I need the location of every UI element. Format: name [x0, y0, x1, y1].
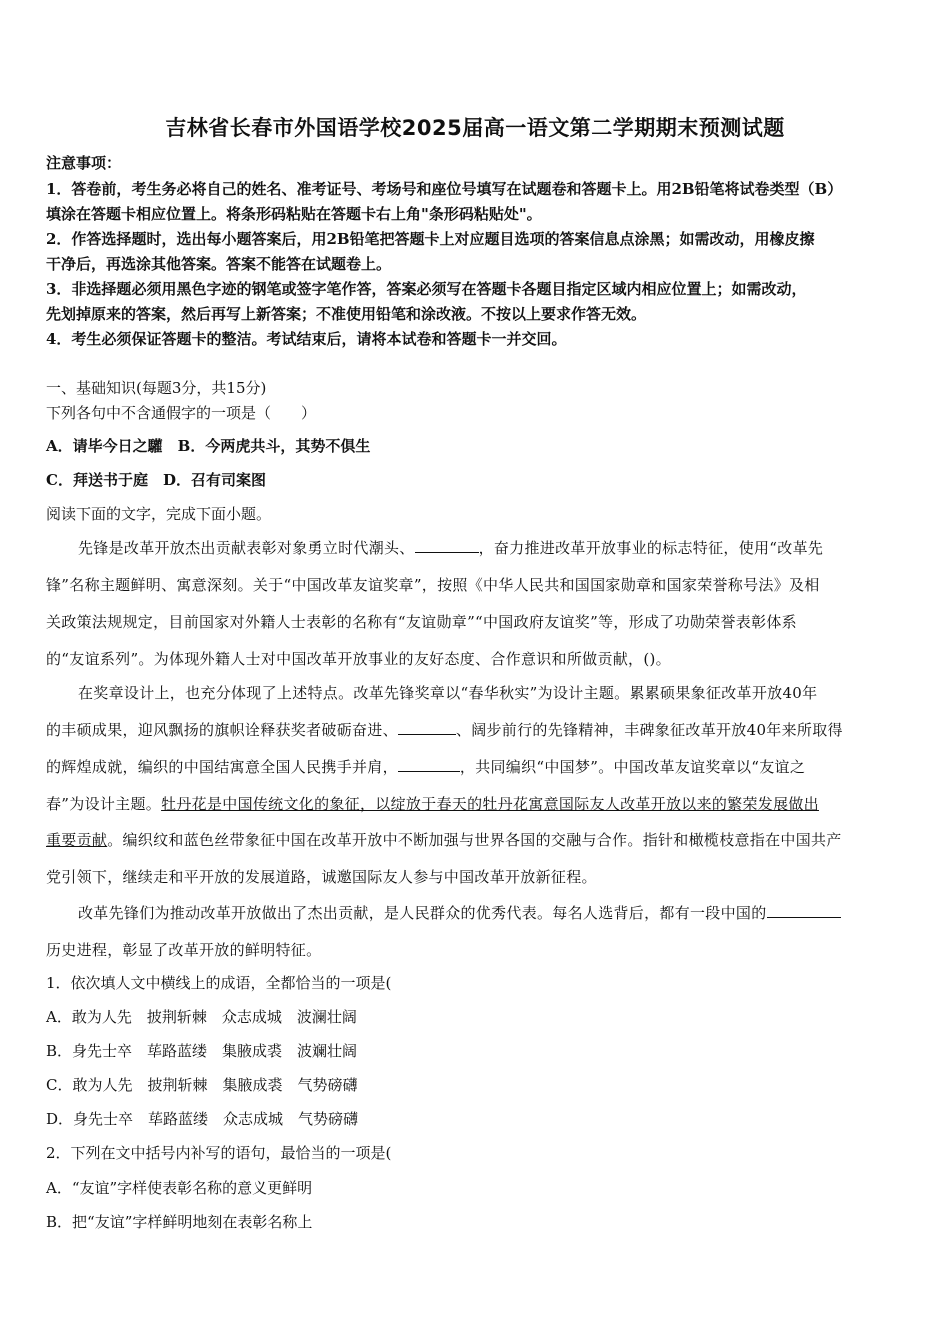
passage-text: 先锋是改革开放杰出贡献表彰对象勇立时代潮头、: [78, 539, 415, 557]
option-item: A．敢为人先 披荆斩棘 众志成城 波澜壮阔: [46, 1008, 357, 1026]
notice-line: 干净后，再选涂其他答案。答案不能答在试题卷上。: [46, 255, 392, 273]
underlined-sentence: 牡丹花是中国传统文化的象征，以绽放于春天的牡丹花寓意国际友人改革开放以来的繁荣发展做出: [161, 795, 819, 813]
passage-line: [78, 902, 910, 923]
passage-text: 。编织纹和蓝色丝带象征中国在改革开放中不断加强与世界各国的交融与合作。指针和橄榄枝意指在中国共产: [107, 831, 842, 849]
notice-line: 先划掉原来的答案，然后再写上新答案；不准使用铅笔和涂改液。不按以上要求作答无效。: [46, 305, 647, 323]
fill-blank: [398, 720, 456, 735]
passage-text: 的辉煌成就，编织的中国结寓意全国人民携手并肩，: [46, 758, 398, 776]
passage-line: [46, 793, 910, 814]
passage-line: 党引领下，继续走和平开放的发展道路，诚邀国际友人参与中国改革开放新征程。: [46, 868, 597, 886]
passage-line: 在奖章设计上，也充分体现了上述特点。改革先锋奖章以“春华秋实”为设计主题。累累硕果象征改革开放40年: [78, 684, 818, 702]
notice-line: 4．考生必须保证答题卡的整洁。考试结束后，请将本试卷和答题卡一并交回。: [46, 330, 567, 348]
underlined-sentence: 重要贡献: [46, 831, 108, 849]
reading-intro: 阅读下面的文字，完成下面小题。: [46, 505, 272, 523]
passage-text: ，共同编织“中国梦”。中国改革友谊奖章以“友谊之: [459, 758, 806, 776]
passage-text: 、阔步前行的先锋精神，丰碑象征改革开放40年来所取得: [455, 721, 843, 739]
option-item: A．“友谊”字样使表彰名称的意义更鲜明: [46, 1179, 313, 1197]
passage-text: 的丰硕成果，迎风飘扬的旗帜诠释获奖者破砺奋进、: [46, 721, 398, 739]
passage-text: ，奋力推进改革开放事业的标志特征，使用“改革先: [478, 539, 824, 557]
passage-line: [46, 719, 910, 740]
notice-line: 3．非选择题必须用黑色字迹的钢笔或签字笔作答，答案必须写在答题卡各题目指定区域内相应位置上；如需改动，: [46, 280, 807, 298]
notice-heading: 注意事项：: [46, 154, 122, 172]
passage-line: 历史进程，彰显了改革开放的鲜明特征。: [46, 941, 322, 959]
passage-text: 春”为设计主题。: [46, 795, 162, 813]
fill-blank: [415, 538, 479, 553]
passage-text: 改革先锋们为推动改革开放做出了杰出贡献，是人民群众的优秀代表。每名人选背后，都有一段中国的: [78, 904, 767, 922]
page-title: 吉林省长春市外国语学校2025届高一语文第二学期期末预测试题: [165, 116, 785, 140]
option-item: D．身先士卒 荜路蓝缕 众志成城 气势磅礴: [46, 1110, 359, 1128]
notice-line: 1．答卷前，考生务必将自己的姓名、准考证号、考场号和座位号填写在试题卷和答题卡上。用2B铅笔将试卷类型（B）: [46, 180, 843, 198]
notice-line: 填涂在答题卡相应位置上。将条形码粘贴在答题卡右上角"条形码粘贴处"。: [46, 205, 542, 223]
question-stem: 1．依次填人文中横线上的成语，全都恰当的一项是(: [46, 974, 392, 992]
option-row: A．请毕今日之驩 B．今两虎共斗，其势不俱生: [46, 437, 371, 455]
question-stem: 2．下列在文中括号内补写的语句，最恰当的一项是(: [46, 1144, 392, 1162]
passage-line: [78, 537, 942, 558]
passage-line: 关政策法规规定，目前国家对外籍人士表彰的名称有“友谊勋章”“中国政府友谊奖”等，形成了功勋荣誉表彰体系: [46, 613, 797, 631]
question-stem: 下列各句中不含通假字的一项是（ ）: [46, 404, 317, 422]
option-row: C．拜送书于庭 D．召有司案图: [46, 471, 266, 489]
option-item: B．身先士卒 荜路蓝缕 集腋成裘 波斓壮阔: [46, 1042, 358, 1060]
passage-line: [46, 829, 910, 850]
option-item: C．敢为人先 披荆斩棘 集腋成裘 气势磅礴: [46, 1076, 358, 1094]
fill-blank: [767, 903, 841, 918]
fill-blank: [398, 757, 460, 772]
option-item: B．把“友谊”字样鲜明地刻在表彰名称上: [46, 1213, 313, 1231]
section-heading: 一、基础知识(每题3分，共15分): [46, 379, 267, 397]
passage-line: 的“友谊系列”。为体现外籍人士对中国改革开放事业的友好态度、合作意识和所做贡献，()。: [46, 650, 671, 668]
notice-line: 2．作答选择题时，选出每小题答案后，用2B铅笔把答题卡上对应题目选项的答案信息点涂黑；如需改动，用橡皮擦: [46, 230, 815, 248]
passage-line: [46, 756, 910, 777]
passage-line: 锋”名称主题鲜明、寓意深刻。关于“中国改革友谊奖章”，按照《中华人民共和国国家勋章和国家荣誉称号法》及相: [46, 576, 820, 594]
